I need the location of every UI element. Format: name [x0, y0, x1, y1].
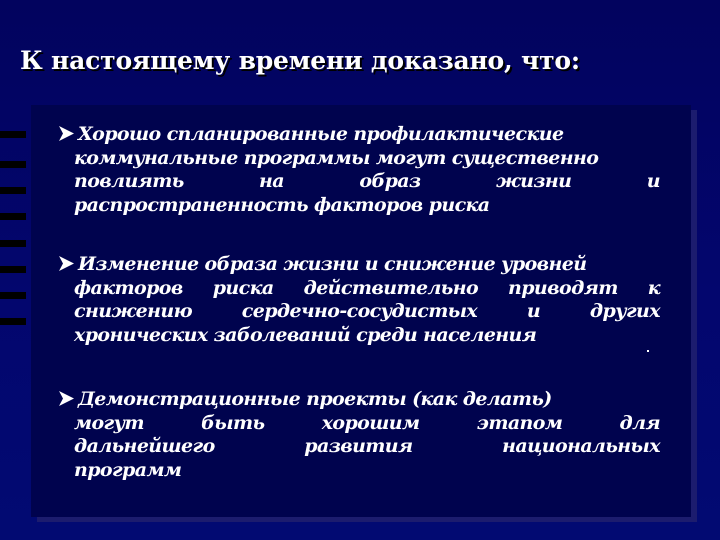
arrowhead-check-icon: [58, 123, 78, 147]
list-item-text: коммунальные программы могут существенно: [74, 146, 599, 169]
list-item: [58, 253, 660, 347]
list-item-first-line: [58, 388, 660, 412]
left-decor-dash: [0, 292, 26, 299]
list-item: [58, 388, 660, 482]
slide-title: К настоящему времени доказано, что:: [20, 46, 580, 75]
list-item-text: дальнейшего развития национальных: [74, 435, 660, 457]
arrowhead-check-icon: [58, 388, 78, 412]
left-decor-dash: [0, 161, 26, 168]
left-decor-dash: [0, 318, 26, 325]
left-decor-dash: [0, 266, 26, 273]
left-decor-dash: [0, 240, 26, 247]
arrowhead-check-icon: [58, 253, 78, 277]
list-item-text: Демонстрационные проекты (как делать): [78, 388, 552, 410]
list-item-text: Хорошо спланированные профилактические: [78, 123, 564, 145]
list-item-first-line: [58, 253, 660, 277]
list-item-text: хронических заболеваний среди населения: [74, 323, 537, 346]
left-decor-dash: [0, 187, 26, 194]
list-item-text: повлиять на образ жизни и: [74, 170, 660, 192]
list-item-text: могут быть хорошим этапом для: [74, 411, 660, 434]
list-item-text: снижению сердечно-сосудистых и других: [74, 300, 660, 322]
left-decor-dash: [0, 131, 26, 138]
list-item-first-line: [58, 123, 660, 147]
decor-dot: [647, 350, 649, 352]
list-item-text: программ: [74, 458, 182, 481]
list-item: [58, 123, 660, 217]
list-item-text: Изменение образа жизни и снижение уровней: [78, 253, 587, 275]
list-item-text: распространенность факторов риска: [74, 193, 490, 216]
left-decor-dash: [0, 213, 26, 220]
list-item-text: факторов риска действительно приводят к: [74, 276, 660, 299]
